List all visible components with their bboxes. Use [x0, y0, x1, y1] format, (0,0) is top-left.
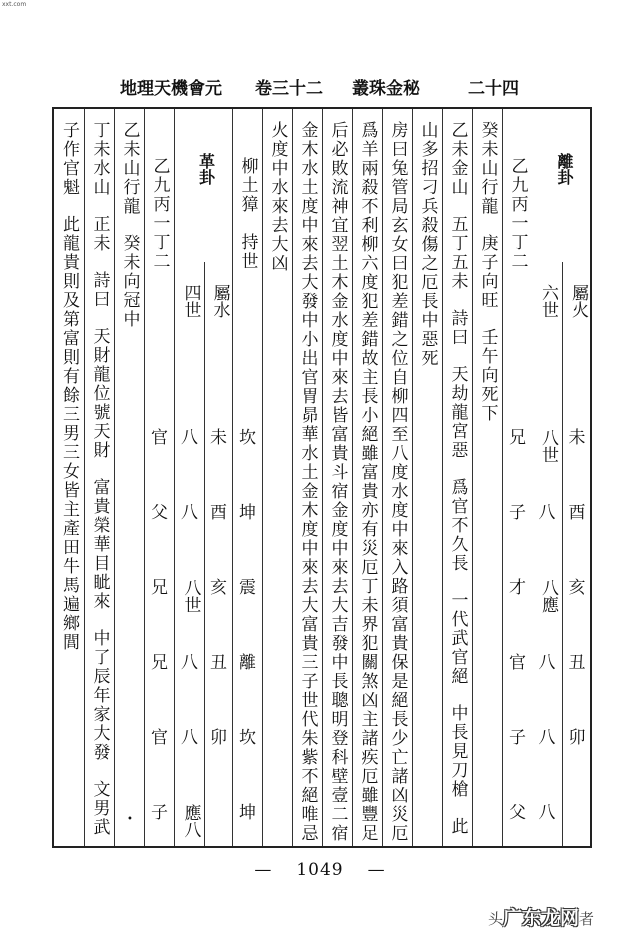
vertical-text [294, 121, 322, 843]
text-segment: 癸未山行龍 [477, 121, 498, 216]
gua-left-subcolumn [532, 109, 562, 846]
text-segment: 文男武 [89, 780, 110, 837]
row-value: 八 [181, 728, 198, 748]
row-value: 震 [239, 578, 256, 598]
running-head [0, 74, 640, 98]
column-head: 乙九丙一丁二 [149, 157, 170, 271]
text-table [52, 107, 592, 848]
text-segment: 后必敗流神宜翌土木金水度中來去皆富貴斗宿金度中來去大吉發中長聰明登科壁壹二宿 [327, 121, 348, 843]
column-c7 [262, 109, 292, 846]
text-segment: 正未 [89, 215, 110, 253]
text-segment: 乙未金山 [447, 121, 468, 197]
row-value: 八 [538, 728, 556, 748]
row-value: 才 [509, 578, 526, 598]
column-c10 [352, 109, 382, 846]
text-segment: 癸未向冠中 [119, 234, 140, 329]
dot-mark: • [127, 814, 133, 825]
gua-title: 離卦 [555, 153, 574, 185]
page-number: 1049 [296, 860, 344, 880]
text-segment: 子作官魁 [59, 121, 79, 197]
text-segment: 房曰兔管局玄女曰犯差錯之位自柳四至八度水度中來入路須富貴保是絕長少亡諸凶災厄 [387, 121, 408, 843]
watermark-brand: 广东龙网 [503, 907, 580, 929]
dash-right: — [367, 860, 386, 880]
row-value: 子 [509, 728, 526, 748]
row-value: 坤 [239, 503, 256, 523]
vertical-text [444, 121, 472, 836]
subcolumn-head: 屬水 [209, 284, 230, 318]
chinese-page-number: 二十四 [468, 79, 519, 99]
text-segment: 中長見刀槍 [447, 704, 468, 799]
row-value: 亥 [210, 578, 227, 598]
gua-left-subcolumn [175, 109, 204, 846]
row-value: 兄 [151, 578, 168, 598]
column-c1 [54, 109, 84, 846]
text-segment: 庚子向旺 [477, 234, 498, 310]
row-value: 酉 [568, 503, 586, 523]
text-segment: 山多招刁兵殺傷之厄長中惡死 [417, 121, 438, 368]
text-segment: 爲羊兩殺不利柳六度犯差錯故主長小絕雖富貴亦有災厄丁未界犯關煞凶主諸疾厄雖豐足 [357, 121, 378, 843]
vertical-text [86, 121, 114, 837]
row-value: 坎 [239, 428, 256, 448]
row-value: 八 [181, 503, 198, 523]
row-value: 父 [509, 803, 526, 823]
column-c9 [322, 109, 352, 846]
row-value: 官 [151, 728, 168, 748]
text-segment: 乙未山行龍 [119, 121, 140, 216]
text-segment: 金木水土度中來去大發中小出官胃昴華水土金木度中來去大富貴三子世代朱紫不絕唯忌 [297, 121, 318, 843]
column-c6 [232, 109, 262, 846]
column-c13 [442, 109, 472, 846]
gua-right-subcolumn [562, 109, 592, 846]
row-value: 丑 [210, 653, 227, 673]
row-value: 坤 [239, 803, 256, 823]
column-c3 [114, 109, 144, 846]
vertical-text [55, 121, 83, 652]
watermark-suffix: 者 [579, 910, 595, 928]
column-c8 [292, 109, 322, 846]
subcolumn-head: 屬火 [568, 284, 588, 318]
vertical-text [264, 121, 292, 273]
text-segment: 壬午向死下 [477, 328, 498, 423]
row-value: 八世 [538, 429, 558, 463]
row-value: 子 [509, 503, 526, 523]
volume-label: 卷三十二 [255, 79, 323, 99]
text-segment: 五丁五未 [447, 215, 468, 291]
subcolumn-head: 六世 [538, 284, 558, 318]
subcolumn-head: 四世 [180, 284, 201, 318]
row-value: 官 [151, 428, 168, 448]
column-head: 柳土獐 持世 [237, 157, 258, 271]
column-c15 [502, 109, 532, 846]
row-value: 丑 [568, 653, 586, 673]
row-value: 八世 [180, 579, 201, 613]
row-value: 八 [181, 653, 198, 673]
text-segment: 丁未水山 [89, 121, 110, 197]
column-c16 [532, 109, 592, 846]
column-c2 [84, 109, 114, 846]
column-c4 [144, 109, 174, 846]
row-value: 八應 [538, 579, 558, 613]
row-value: 子 [151, 803, 168, 823]
row-value: 兄 [509, 428, 526, 448]
row-value: 未 [210, 428, 227, 448]
page-footer [0, 860, 640, 880]
row-value: 卯 [568, 728, 586, 748]
section-title: 叢珠金秘 [352, 79, 420, 99]
text-segment: 此龍貴則及第富則有餘三男三女皆主產田牛馬遍鄉閭 [59, 215, 79, 652]
text-segment: 詩曰 [447, 309, 468, 347]
row-value: 亥 [568, 578, 586, 598]
row-value: 離 [239, 653, 256, 673]
text-segment: 天劫龍宮惡 [447, 365, 468, 460]
column-head: 乙九丙一丁二 [507, 157, 528, 271]
row-value: 坎 [239, 728, 256, 748]
column-c5 [174, 109, 232, 846]
row-value: 八 [538, 503, 556, 523]
column-c11 [382, 109, 412, 846]
row-value: 父 [151, 503, 168, 523]
row-value: 卯 [210, 728, 227, 748]
watermark [488, 903, 594, 930]
vertical-text [354, 121, 382, 843]
vertical-text [414, 121, 442, 368]
text-segment: 火度中水來去大凶 [267, 121, 288, 273]
corner-mark: xxt.com [2, 1, 27, 8]
vertical-text [116, 121, 144, 329]
text-segment: 一代武官絕 [447, 591, 468, 686]
gua-title: 革卦 [196, 153, 216, 185]
row-value: 酉 [210, 503, 227, 523]
vertical-text [324, 121, 352, 843]
book-title: 地理天機會元 [120, 79, 222, 99]
row-value: 八 [538, 653, 556, 673]
text-segment: 爲官不久長 [447, 478, 468, 573]
watermark-prefix: 头 [488, 910, 504, 928]
vertical-text [384, 121, 412, 843]
row-value: 未 [568, 428, 586, 448]
row-value: 八 [538, 803, 556, 823]
text-segment: 詩曰 [89, 271, 110, 309]
text-segment: 此 [447, 817, 468, 836]
row-value: 官 [509, 653, 526, 673]
column-c14 [472, 109, 502, 846]
text-segment: 中了辰年家大發 [89, 629, 110, 762]
text-segment: 富貴榮華目眦來 [89, 478, 110, 611]
gua-right-subcolumn [204, 109, 233, 846]
row-value: 兄 [151, 653, 168, 673]
row-value: 八 [181, 428, 198, 448]
column-c12 [412, 109, 442, 846]
dash-left: — [254, 860, 273, 880]
row-value: 應八 [180, 804, 201, 838]
text-segment: 天財龍位號天財 [89, 327, 110, 460]
vertical-text [474, 121, 502, 423]
